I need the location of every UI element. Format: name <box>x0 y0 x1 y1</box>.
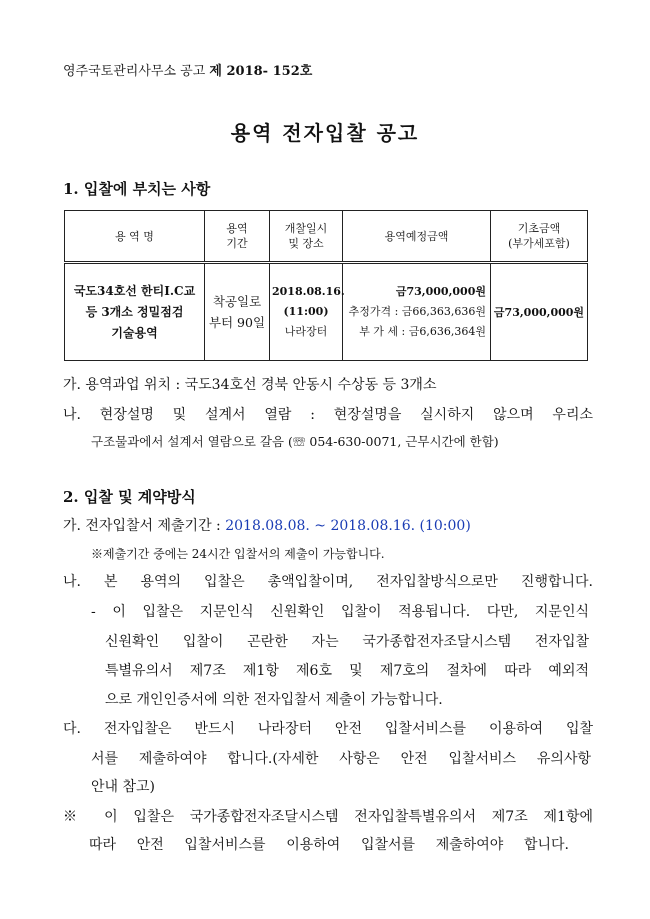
s2-item-na: 나. 본 용역의 입찰은 총액입찰이며, 전자입찰방식으로만 진행합니다. <box>63 574 593 590</box>
cell-period: 착공일로 부터 90일 <box>205 263 270 361</box>
cell-base-amount: 금73,000,000원 <box>491 263 588 361</box>
submission-period: 2018.08.08. ~ 2018.08.16. (10:00) <box>225 518 471 534</box>
s2-item-ga: 가. 전자입찰서 제출기간 : 2018.08.08. ~ 2018.08.16. (10:00) <box>63 518 471 534</box>
cell-estimate: 금73,000,000원 추정가격 : 금66,363,636원 부 가 세 : 금6,636,364원 <box>343 263 491 361</box>
s2-final-note-line1: ※ 이 입찰은 국가종합전자조달시스템 전자입찰특별유의서 제7조 제1항에 <box>63 809 593 825</box>
s2-sub-line3: 특별유의서 제7조 제1항 제6호 및 제7호의 절차에 따라 예외적 <box>105 663 589 679</box>
section1-heading: 1. 입찰에 부치는 사항 <box>63 180 211 198</box>
table-row <box>65 263 588 361</box>
notice-number <box>63 60 312 79</box>
cell-service-name: 국도34호선 한티I.C교 등 3개소 정밀점검 기술용역 <box>65 263 205 361</box>
cell-schedule: 2018.08.16. (11:00) 나라장터 <box>270 263 343 361</box>
section2-heading: 2. 입찰 및 계약방식 <box>63 488 196 506</box>
s2-sub-line4: 으로 개인인증서에 의한 전자입찰서 제출이 가능합니다. <box>105 692 443 708</box>
s1-item-ga: 가. 용역과업 위치 : 국도34호선 경북 안동시 수상동 등 3개소 <box>63 377 437 393</box>
header-period: 용역 기간 <box>205 211 270 263</box>
header-estimate: 용역예정금액 <box>343 211 491 263</box>
header-schedule: 개찰일시 및 장소 <box>270 211 343 263</box>
s2-item-da-line1: 다. 전자입찰은 반드시 나라장터 안전 입찰서비스를 이용하여 입찰 <box>63 721 593 737</box>
notice-number-value: 제 2018- 152호 <box>209 64 313 79</box>
notice-number-prefix: 영주국토관리사무소 공고 <box>63 64 206 79</box>
s2-final-note-line2: 따라 안전 입찰서비스를 이용하여 입찰서를 제출하여야 합니다. <box>89 837 569 853</box>
s1-item-na-line2: 구조물과에서 설계서 열람으로 갈음 (☏ 054-630-0071, 근무시간에 한함) <box>91 434 499 449</box>
s2-sub-line2: 신원확인 입찰이 곤란한 자는 국가종합전자조달시스템 전자입찰 <box>105 634 589 650</box>
header-base: 기초금액 (부가세포함) <box>491 211 588 263</box>
table-header-row <box>65 211 588 263</box>
service-table <box>64 210 588 361</box>
page-title: 용역 전자입찰 공고 <box>230 121 420 145</box>
header-name: 용 역 명 <box>65 211 205 263</box>
s1-item-na-line1: 나. 현장설명 및 설계서 열람 : 현장설명을 실시하지 않으며 우리소 <box>63 407 593 423</box>
s2-sub-line1: - 이 입찰은 지문인식 신원확인 입찰이 적용됩니다. 다만, 지문인식 <box>91 604 589 620</box>
s2-item-da-line2: 서를 제출하여야 합니다.(자세한 사항은 안전 입찰서비스 유의사항 <box>91 751 591 767</box>
s2-item-da-line3: 안내 참고) <box>91 779 156 795</box>
s2-note-ga: ※제출기간 중에는 24시간 입찰서의 제출이 가능합니다. <box>91 547 385 561</box>
